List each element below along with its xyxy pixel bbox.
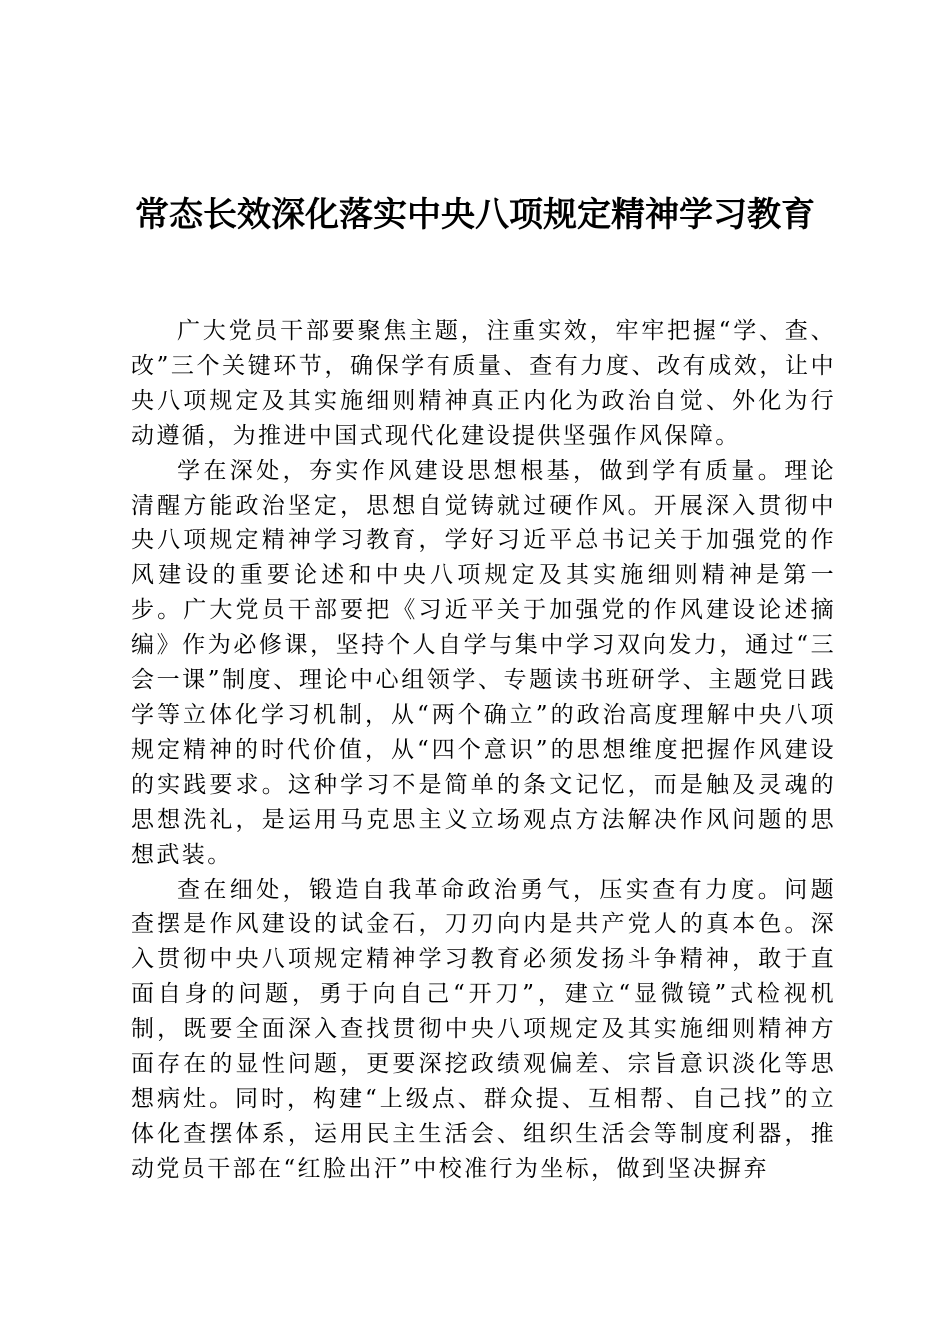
paragraph-intro: 广大党员干部要聚焦主题，注重实效，牢牢把握“学、查、改”三个关键环节，确保学有质量、查有力度、改有成效，让中央八项规定及其实施细则精神真正内化为政治自觉、外化为行动遵循，为推进中国式现代化建设提供坚强作风保障。 (131, 318, 836, 449)
paragraph-study: 学在深处，夯实作风建设思想根基，做到学有质量。理论清醒方能政治坚定，思想自觉铸就过硬作风。开展深入贯彻中央八项规定精神学习教育，学好习近平总书记关于加强党的作风建设的重要论述和中央八项规定及其实施细则精神是第一步。广大党员干部要把《习近平关于加强党的作风建设论述摘编》作为必修课，坚持个人自学与集中学习双向发力，通过“三会一课”制度、理论中心组领学、专题读书班研学、主题党日践学等立体化学习机制，从“两个确立”的政治高度理解中央八项规定精神的时代价值，从“四个意识”的思想维度把握作风建设的实践要求。这种学习不是简单的条文记忆，而是触及灵魂的思想洗礼，是运用马克思主义立场观点方法解决作风问题的思想武装。 (131, 457, 836, 868)
document-title: 常态长效深化落实中央八项规定精神学习教育 (135, 195, 815, 235)
paragraph-inspect: 查在细处，锻造自我革命政治勇气，压实查有力度。问题查摆是作风建设的试金石，刀刃向内是共产党人的真本色。深入贯彻中央八项规定精神学习教育必须发扬斗争精神，敢于直面自身的问题，勇于向自己“开刀”，建立“显微镜”式检视机制，既要全面深入查找贯彻中央八项规定及其实施细则精神方面存在的显性问题，更要深挖政绩观偏差、宗旨意识淡化等思想病灶。同时，构建“上级点、群众提、互相帮、自己找”的立体化查摆体系，运用民主生活会、组织生活会等制度利器，推动党员干部在“红脸出汗”中校准行为坐标，做到坚决摒弃 (131, 876, 836, 1182)
document-body (131, 314, 836, 1187)
